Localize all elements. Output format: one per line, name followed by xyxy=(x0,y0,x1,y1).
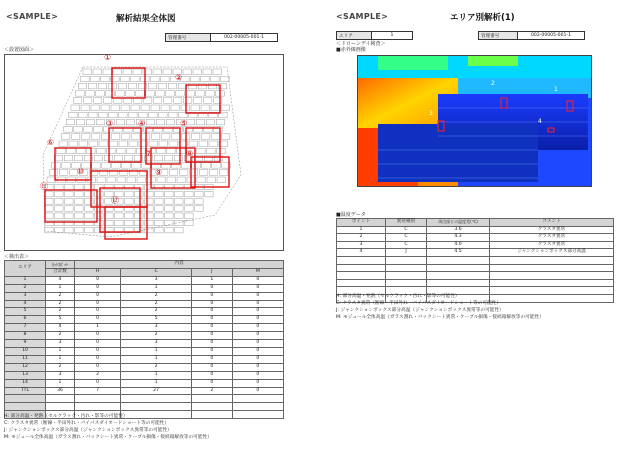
left-legend xyxy=(4,413,212,441)
detect-value-cell: 2 xyxy=(121,308,192,316)
detect-col-hotspot: ﾎｯﾄｽﾎﾟｯﾄ xyxy=(46,261,75,269)
temp-empty-cell xyxy=(386,256,427,264)
detect-value-cell: 2 xyxy=(192,387,233,395)
detect-col-j: J xyxy=(192,268,233,276)
layout-drawing xyxy=(5,55,283,250)
area-value: 1 xyxy=(372,32,413,40)
ir-marker-1: 1 xyxy=(554,86,558,93)
temp-row xyxy=(337,226,614,234)
detect-value-cell: 0 xyxy=(192,355,233,363)
detect-row xyxy=(5,340,284,348)
detect-value-cell: 0 xyxy=(232,379,283,387)
legend-c: C: クラスタ異常（断線・半田外れ・バイパスダイオードショート等の可能性） xyxy=(336,301,502,306)
detect-value-cell: 0 xyxy=(75,276,121,284)
ir-marker-3: 3 xyxy=(429,110,433,117)
temp-empty-cell xyxy=(490,264,614,272)
detect-value-cell: 1 xyxy=(121,355,192,363)
detect-empty-cell xyxy=(75,395,121,403)
temp-empty-cell xyxy=(427,272,490,280)
layout-marker-8: ⑧ xyxy=(186,149,194,158)
temp-empty-cell xyxy=(490,279,614,287)
detect-value-cell: 0 xyxy=(75,340,121,348)
detect-value-cell: 0 xyxy=(75,300,121,308)
detect-value-cell: 0 xyxy=(192,284,233,292)
detect-row xyxy=(5,324,284,332)
detect-value-cell: 2 xyxy=(121,292,192,300)
ir-image-label: ■赤外線画像 xyxy=(336,47,366,53)
detect-value-cell: 0 xyxy=(192,308,233,316)
detect-value-cell: 0 xyxy=(75,332,121,340)
layout-marker-6: ⑥ xyxy=(47,138,55,147)
temp-cell: 4.0 xyxy=(427,241,490,249)
detect-value-cell: 0 xyxy=(232,355,283,363)
detect-value-cell: 1 xyxy=(121,379,192,387)
detect-value-cell: 0 xyxy=(232,340,283,348)
temp-col-type: 異常種別 xyxy=(386,219,427,227)
detect-value-cell: 1 xyxy=(75,324,121,332)
detect-area-cell: 6 xyxy=(5,316,46,324)
temp-cell: クラスタ異常 xyxy=(490,241,614,249)
detect-area-cell: 4 xyxy=(5,300,46,308)
detect-row xyxy=(5,308,284,316)
detect-value-cell: 0 xyxy=(75,379,121,387)
detect-value-cell: 0 xyxy=(75,292,121,300)
detect-value-cell: 0 xyxy=(75,316,121,324)
detect-area-cell: 5 xyxy=(5,308,46,316)
detect-value-cell: 1 xyxy=(121,284,192,292)
detect-value-cell: 0 xyxy=(232,363,283,371)
legend-m: M: モジュール全体高温（ガラス割れ・バックシート異常・ケーブル損傷・接続箱解放等の可能性） xyxy=(336,315,544,320)
detect-area-cell: 7 xyxy=(5,324,46,332)
detect-row xyxy=(5,284,284,292)
detect-value-cell: 0 xyxy=(75,284,121,292)
detect-value-cell: 1 xyxy=(46,379,75,387)
layout-marker-9: ⑨ xyxy=(155,168,163,177)
detect-value-cell: 0 xyxy=(232,316,283,324)
detect-value-cell: 0 xyxy=(232,284,283,292)
detect-value-cell: 0 xyxy=(232,332,283,340)
detect-row xyxy=(5,316,284,324)
detect-area-cell: 1 xyxy=(5,276,46,284)
thermal-image xyxy=(357,55,592,187)
detect-value-cell: 0 xyxy=(232,276,283,284)
detect-empty-cell xyxy=(121,395,192,403)
left-page-title: 解析結果全体図 xyxy=(116,14,176,24)
detect-col-area: エリア xyxy=(5,261,46,277)
detect-value-cell: 0 xyxy=(192,371,233,379)
detect-section-label: ＜検出表＞ xyxy=(4,254,30,260)
detect-col-m: M xyxy=(232,268,283,276)
temp-row xyxy=(337,241,614,249)
detect-col-h: H xyxy=(75,268,121,276)
right-mgmt-table xyxy=(478,31,585,40)
temp-cell: 3.6 xyxy=(427,226,490,234)
detect-value-cell: 0 xyxy=(192,332,233,340)
temp-row xyxy=(337,249,614,257)
temp-col-diff: 周辺部との温度差(℃) xyxy=(427,219,490,227)
detect-value-cell: 0 xyxy=(192,324,233,332)
layout-marker-7: ⑦ xyxy=(145,149,153,158)
detect-area-cell: 9 xyxy=(5,340,46,348)
temperature-table xyxy=(336,218,614,303)
detect-value-cell: 1 xyxy=(46,284,75,292)
layout-marker-10: ⑩ xyxy=(77,167,85,176)
temp-cell: 2 xyxy=(337,234,386,242)
detect-empty-cell xyxy=(232,395,283,403)
detect-value-cell: 3 xyxy=(46,371,75,379)
temp-cell: C xyxy=(386,226,427,234)
module-grid xyxy=(45,69,231,233)
temp-empty-row xyxy=(337,256,614,264)
detect-area-cell: 10 xyxy=(5,347,46,355)
temp-data-label: ■温度データ xyxy=(336,212,366,218)
detect-row xyxy=(5,379,284,387)
temp-cell: 3 xyxy=(337,241,386,249)
detect-row xyxy=(5,332,284,340)
detect-value-cell: 0 xyxy=(232,347,283,355)
legend-m: M: モジュール全体高温（ガラス割れ・バックシート異常・ケーブル損傷・接続箱解放等の可能性） xyxy=(4,435,212,440)
temp-cell: C xyxy=(386,234,427,242)
detect-value-cell: 0 xyxy=(232,387,283,395)
legend-h: H: 部分高温・発熱（セルクラック・汚れ・影等の可能性） xyxy=(4,414,128,419)
detect-value-cell: 2 xyxy=(46,363,75,371)
detect-area-cell: 3 xyxy=(5,292,46,300)
detect-empty-cell xyxy=(192,395,233,403)
temp-cell: 4.3 xyxy=(427,234,490,242)
detect-value-cell: 0 xyxy=(192,379,233,387)
detect-value-cell: 7 xyxy=(75,387,121,395)
detect-area-cell: 8 xyxy=(5,332,46,340)
detect-value-cell: 4 xyxy=(46,276,75,284)
thermal-image-graphic xyxy=(358,56,591,186)
detect-empty-row xyxy=(5,395,284,403)
detect-row xyxy=(5,292,284,300)
layout-section-label: ＜設置図面＞ xyxy=(4,47,35,53)
temp-empty-cell xyxy=(337,279,386,287)
temp-empty-row xyxy=(337,264,614,272)
detect-value-cell: 36 xyxy=(46,387,75,395)
temp-cell: クラスタ異常 xyxy=(490,234,614,242)
layout-marker-5: ⑤ xyxy=(180,119,188,128)
layout-marker-4: ④ xyxy=(138,119,146,128)
detect-col-c: C xyxy=(121,268,192,276)
temp-empty-cell xyxy=(427,279,490,287)
detect-value-cell: 0 xyxy=(75,347,121,355)
right-mgmt-label: 管理番号 xyxy=(479,32,518,40)
detect-value-cell: 1 xyxy=(192,276,233,284)
temp-cell: 1 xyxy=(337,226,386,234)
right-area-table xyxy=(336,31,413,40)
detect-value-cell: 2 xyxy=(75,371,121,379)
detect-value-cell: 0 xyxy=(192,340,233,348)
temp-empty-cell xyxy=(337,256,386,264)
detect-area-cell: 12 xyxy=(5,363,46,371)
legend-j: J: ジャンクションボックス部分高温（ジャンクションボックス異常等の可能性） xyxy=(4,428,172,433)
detect-row xyxy=(5,387,284,395)
detect-value-cell: 3 xyxy=(121,340,192,348)
right-mgmt-value: 002-00005-001-1 xyxy=(518,32,585,40)
detect-row xyxy=(5,276,284,284)
legend-c: C: クラスタ異常（断線・半田外れ・バイパスダイオードショート等の可能性） xyxy=(4,421,170,426)
temp-empty-cell xyxy=(386,264,427,272)
detect-value-cell: 0 xyxy=(232,308,283,316)
legend-h: H: 部分高温・発熱（セルクラック・汚れ・影等の可能性） xyxy=(336,294,460,299)
detect-area-cell: 14 xyxy=(5,379,46,387)
detect-value-cell: 2 xyxy=(121,332,192,340)
detect-row xyxy=(5,363,284,371)
detect-area-cell: 11 xyxy=(5,355,46,363)
detect-value-cell: 0 xyxy=(75,308,121,316)
detect-value-cell: 3 xyxy=(121,276,192,284)
detect-empty-cell xyxy=(192,403,233,411)
temp-empty-row xyxy=(337,279,614,287)
left-sample-watermark: <SAMPLE> xyxy=(6,12,59,21)
detect-value-cell: 1 xyxy=(121,347,192,355)
temp-empty-cell xyxy=(490,256,614,264)
detect-value-cell: 27 xyxy=(121,387,192,395)
detection-table xyxy=(4,260,284,419)
detect-value-cell: 1 xyxy=(46,347,75,355)
layout-marker-11: ⑪ xyxy=(40,182,48,191)
detect-value-cell: 2 xyxy=(46,300,75,308)
detect-value-cell: 0 xyxy=(232,300,283,308)
area-label: エリア xyxy=(337,32,372,40)
right-sample-watermark: <SAMPLE> xyxy=(336,12,389,21)
temp-cell: ジャンクションボックス部分高温 xyxy=(490,249,614,257)
detect-empty-cell xyxy=(232,411,283,419)
layout-marker-2: ② xyxy=(175,73,183,82)
temp-col-point: ポイント xyxy=(337,219,386,227)
detect-col-content: 内容 xyxy=(75,261,284,269)
ir-marker-4: 4 xyxy=(538,118,542,125)
detect-value-cell: 0 xyxy=(232,292,283,300)
detect-empty-cell xyxy=(46,403,75,411)
detect-value-cell: 2 xyxy=(46,332,75,340)
detect-value-cell: 3 xyxy=(46,340,75,348)
mgmt-value: 002-00005-001-1 xyxy=(211,34,278,42)
detect-value-cell: 0 xyxy=(192,292,233,300)
detect-row xyxy=(5,371,284,379)
detect-value-cell: 0 xyxy=(75,355,121,363)
detect-value-cell: 1 xyxy=(46,355,75,363)
temp-col-comment: コメント xyxy=(490,219,614,227)
temp-empty-cell xyxy=(386,279,427,287)
right-page-title: エリア別解析(1) xyxy=(450,13,515,23)
layout-drawing-frame xyxy=(4,54,284,251)
detect-empty-cell xyxy=(75,403,121,411)
detect-value-cell: 2 xyxy=(121,363,192,371)
detect-area-cell: 13 xyxy=(5,371,46,379)
detect-value-cell: 0 xyxy=(192,363,233,371)
right-legend xyxy=(336,293,544,321)
temp-empty-cell xyxy=(337,264,386,272)
detect-row xyxy=(5,355,284,363)
detect-value-cell: 0 xyxy=(232,324,283,332)
detect-value-cell: 0 xyxy=(192,316,233,324)
detect-area-cell: TTL xyxy=(5,387,46,395)
temp-empty-cell xyxy=(427,256,490,264)
detect-empty-cell xyxy=(5,403,46,411)
detect-empty-cell xyxy=(121,403,192,411)
temp-cell: 4 xyxy=(337,249,386,257)
detect-value-cell: 3 xyxy=(121,324,192,332)
drone-inspection-label: ＜ドローンデイ検査＞ xyxy=(336,41,386,47)
temp-cell: クラスタ異常 xyxy=(490,226,614,234)
temp-empty-cell xyxy=(427,264,490,272)
detect-row xyxy=(5,300,284,308)
detect-col-total: 合計数 xyxy=(46,268,75,276)
left-mgmt-table xyxy=(165,33,278,42)
temp-cell: J xyxy=(386,249,427,257)
temp-empty-row xyxy=(337,272,614,280)
temp-empty-cell xyxy=(490,272,614,280)
mgmt-label: 管理番号 xyxy=(166,34,211,42)
detect-value-cell: 2 xyxy=(121,300,192,308)
detect-value-cell: 4 xyxy=(46,324,75,332)
layout-marker-3: ③ xyxy=(106,119,114,128)
detect-value-cell: 1 xyxy=(121,371,192,379)
legend-j: J: ジャンクションボックス部分高温（ジャンクションボックス異常等の可能性） xyxy=(336,308,504,313)
detect-value-cell: 2 xyxy=(46,308,75,316)
temp-cell: 4.5 xyxy=(427,249,490,257)
detect-row xyxy=(5,347,284,355)
temp-row xyxy=(337,234,614,242)
detect-empty-cell xyxy=(46,395,75,403)
layout-marker-1: ① xyxy=(104,53,112,62)
detect-value-cell: 0 xyxy=(192,300,233,308)
detect-value-cell: 0 xyxy=(192,347,233,355)
ir-marker-2: 2 xyxy=(491,80,495,87)
detect-empty-cell xyxy=(232,403,283,411)
detect-value-cell: 0 xyxy=(75,363,121,371)
detect-value-cell: 5 xyxy=(46,316,75,324)
detect-area-cell: 2 xyxy=(5,284,46,292)
detect-empty-cell xyxy=(5,395,46,403)
detect-value-cell: 5 xyxy=(121,316,192,324)
detect-value-cell: 2 xyxy=(46,292,75,300)
temp-empty-cell xyxy=(337,272,386,280)
layout-marker-12: ⑫ xyxy=(111,196,119,205)
detect-value-cell: 0 xyxy=(232,371,283,379)
temp-cell: C xyxy=(386,241,427,249)
temp-empty-cell xyxy=(386,272,427,280)
detect-empty-row xyxy=(5,403,284,411)
